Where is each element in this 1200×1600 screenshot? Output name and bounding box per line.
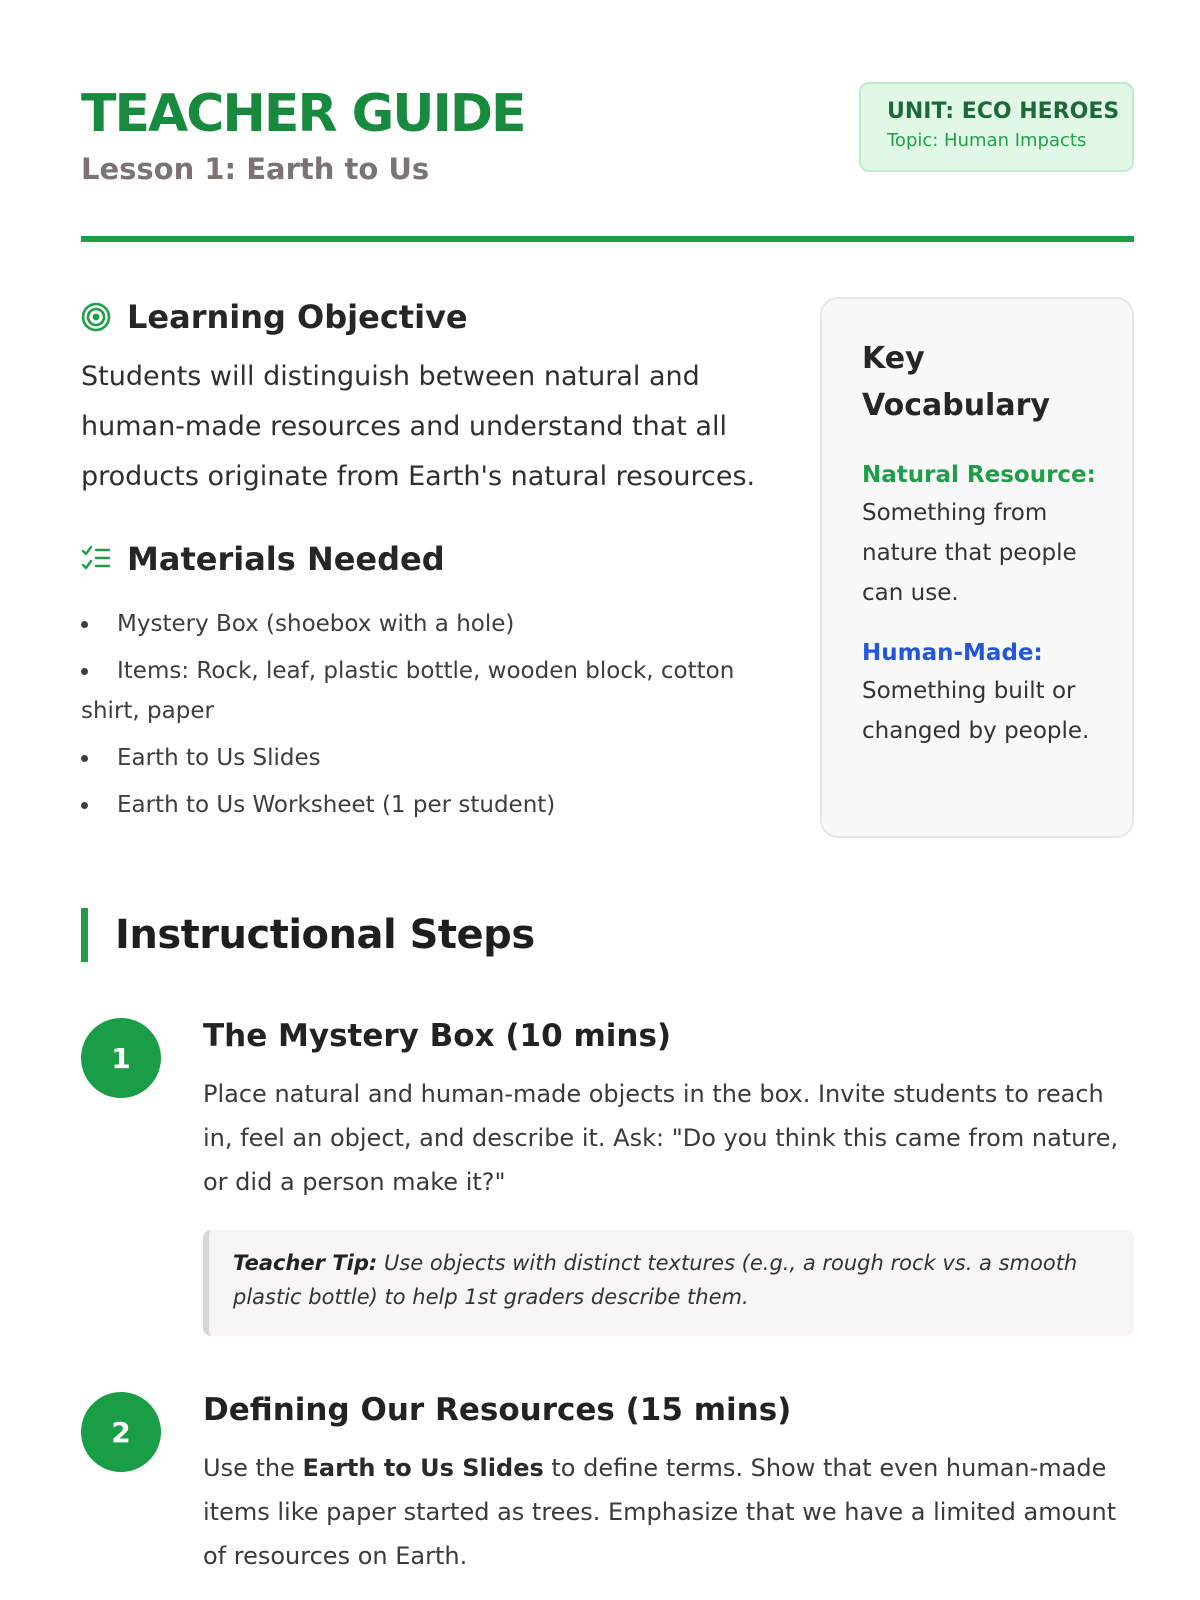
materials-heading [81,540,445,578]
target-icon [81,302,111,332]
lesson-subtitle: Lesson 1: Earth to Us [81,152,430,186]
vocab-term-natural-resource: Natural Resource: [862,462,1096,488]
teacher-tip-text: Use objects with distinct textures (e.g., a rough rock vs. a smooth plastic bottle) to help 1st graders describe them. [233,1251,1078,1309]
slides-reference: Earth to Us Slides [302,1454,544,1482]
list-item: Earth to Us Slides [81,738,781,778]
steps-heading-label: Instructional Steps [115,912,535,958]
steps-accent-bar [81,908,88,962]
objective-text: Students will distinguish between natural and human-made resources and understand that all products originate from Earth's natural resources. [81,361,756,492]
objective-heading [81,298,468,336]
vocabulary-card [820,297,1134,838]
step-number-badge: 2 [81,1392,161,1472]
materials-list [81,604,781,832]
vocabulary-heading: Key Vocabulary [862,341,1050,423]
header [81,82,1134,192]
objective-heading-label: Learning Objective [127,298,468,336]
step-body: Place natural and human-made objects in the box. Invite students to reach in, feel an object, and describe it. Ask: "Do you think this came from nature, or did a person make it?" [203,1080,1119,1196]
vocab-term-human-made: Human-Made: [862,640,1043,666]
page-title: TEACHER GUIDE [81,84,525,144]
steps-heading [81,908,535,962]
header-divider [81,236,1134,242]
unit-topic: Topic: Human Impacts [887,129,1087,151]
step-number-badge: 1 [81,1018,161,1098]
teacher-tip [203,1230,1134,1336]
unit-name: UNIT: ECO HEROES [887,99,1120,124]
step-title: Defining Our Resources (15 mins) [203,1392,792,1428]
materials-heading-label: Materials Needed [127,540,445,578]
teacher-guide-page [81,0,1134,1600]
step-body [203,1446,1134,1578]
vocab-definition-natural-resource: Something from nature that people can use. [862,500,1077,606]
unit-badge [859,82,1134,172]
step-title: The Mystery Box (10 mins) [203,1018,672,1054]
step-body-text: Use the [203,1454,303,1482]
list-item: Mystery Box (shoebox with a hole) [81,604,781,644]
list-item: Earth to Us Worksheet (1 per student) [81,785,781,825]
teacher-tip-label: Teacher Tip: [233,1251,378,1275]
vocab-definition-human-made: Something built or changed by people. [862,678,1090,744]
checklist-icon [81,544,111,574]
list-item: Items: Rock, leaf, plastic bottle, wooden block, cotton shirt, paper [81,651,781,731]
step-body-text: to define terms. Show that even human-made items like paper started as trees. Emphasize that we have a limited amount of resources on Earth. [203,1454,1117,1570]
